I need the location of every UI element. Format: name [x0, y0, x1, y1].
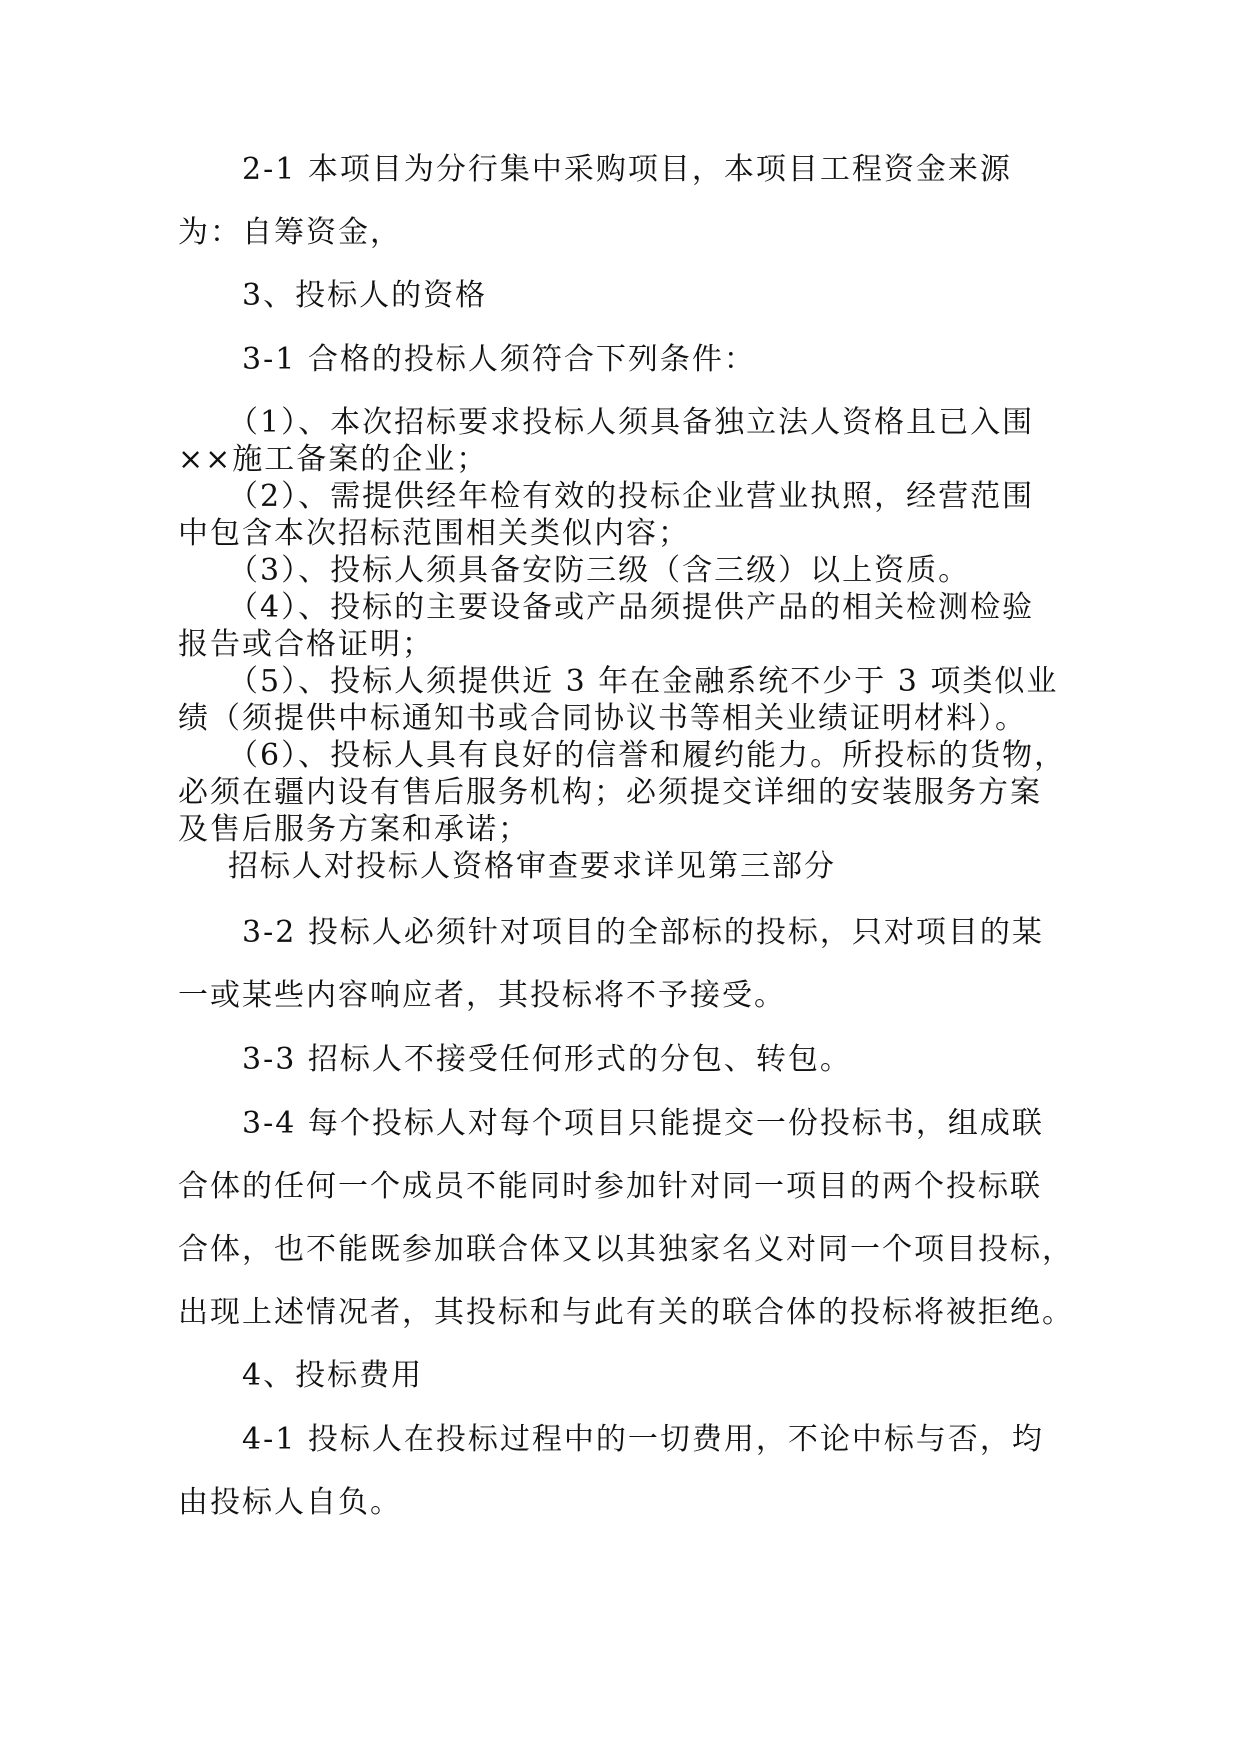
paragraph-2-1-line-1: 2-1 本项目为分行集中采购项目，本项目工程资金来源: [242, 152, 1012, 187]
paragraph-3-4-line-4: 出现上述情况者，其投标和与此有关的联合体的投标将被拒绝。: [178, 1295, 1074, 1330]
paragraph-3-4-line-3: 合体，也不能既参加联合体又以其独家名义对同一个项目投标，: [178, 1232, 1074, 1267]
paragraph-4-1-line-2: 由投标人自负。: [178, 1485, 402, 1520]
condition-6-line-2: 必须在疆内设有售后服务机构；必须提交详细的安装服务方案: [178, 775, 1042, 810]
paragraph-3-2-line-1: 3-2 投标人必须针对项目的全部标的投标，只对项目的某: [242, 915, 1044, 950]
section-4-heading: 4、投标费用: [242, 1358, 424, 1393]
condition-4-line-1: （4）、投标的主要设备或产品须提供产品的相关检测检验: [228, 590, 1035, 625]
condition-1-line-1: （1）、本次招标要求投标人须具备独立法人资格且已入围: [228, 405, 1035, 440]
condition-2-line-1: （2）、需提供经年检有效的投标企业营业执照，经营范围: [228, 479, 1035, 514]
qualification-review-note: 招标人对投标人资格审查要求详见第三部分: [228, 849, 836, 884]
paragraph-3-2-line-2: 一或某些内容响应者，其投标将不予接受。: [178, 978, 786, 1013]
paragraph-2-1-line-2: 为：自筹资金，: [178, 215, 402, 250]
paragraph-4-1-line-1: 4-1 投标人在投标过程中的一切费用，不论中标与否，均: [242, 1422, 1044, 1457]
condition-6-line-1: （6）、投标人具有良好的信誉和履约能力。所投标的货物，: [228, 738, 1067, 773]
condition-1-line-2: ××施工备案的企业；: [178, 442, 489, 477]
condition-3: （3）、投标人须具备安防三级（含三级）以上资质。: [228, 553, 971, 588]
paragraph-3-4-line-1: 3-4 每个投标人对每个项目只能提交一份投标书，组成联: [242, 1106, 1044, 1141]
condition-5-line-2: 绩（须提供中标通知书或合同协议书等相关业绩证明材料）。: [178, 701, 1027, 736]
condition-6-line-3: 及售后服务方案和承诺；: [178, 812, 530, 847]
section-3-heading: 3、投标人的资格: [242, 278, 488, 313]
condition-2-line-2: 中包含本次招标范围相关类似内容；: [178, 516, 690, 551]
condition-4-line-2: 报告或合格证明；: [178, 627, 434, 662]
condition-5-line-1: （5）、投标人须提供近 3 年在金融系统不少于 3 项类似业: [228, 664, 1059, 699]
paragraph-3-4-line-2: 合体的任何一个成员不能同时参加针对同一项目的两个投标联: [178, 1169, 1042, 1204]
paragraph-3-1: 3-1 合格的投标人须符合下列条件：: [242, 342, 756, 377]
paragraph-3-3: 3-3 招标人不接受任何形式的分包、转包。: [242, 1042, 852, 1077]
